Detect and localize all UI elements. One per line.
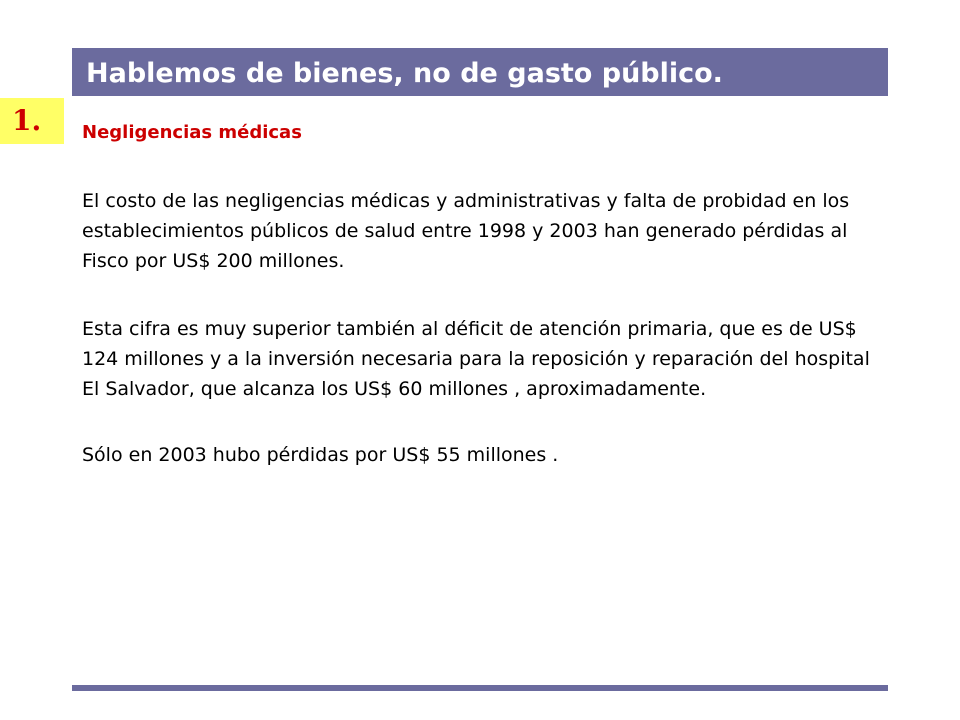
paragraph-comparison: Esta cifra es muy superior también al déficit de atención primaria, que es de US$ 124 millones y a la inversión necesaria para la reposición y reparación del hospital El Salvador, que alcanza los US$ 60 millones , aproximadamente. [82, 318, 870, 400]
bottom-divider [72, 685, 888, 691]
section-subtitle: Negligencias médicas [82, 122, 302, 143]
paragraph-cost: El costo de las negligencias médicas y administrativas y falta de probidad en los establecimientos públicos de salud entre 1998 y 2003 han generado pérdidas al Fisco por US$ 200 millones. [82, 190, 850, 272]
slide-number-badge [0, 98, 64, 144]
paragraph-2003-losses: Sólo en 2003 hubo pérdidas por US$ 55 millones . [82, 444, 559, 466]
title-bar [72, 48, 888, 96]
slide-title: Hablemos de bienes, no de gasto público. [86, 58, 723, 89]
slide-number: 1. [12, 104, 42, 137]
slide-content [82, 118, 882, 470]
